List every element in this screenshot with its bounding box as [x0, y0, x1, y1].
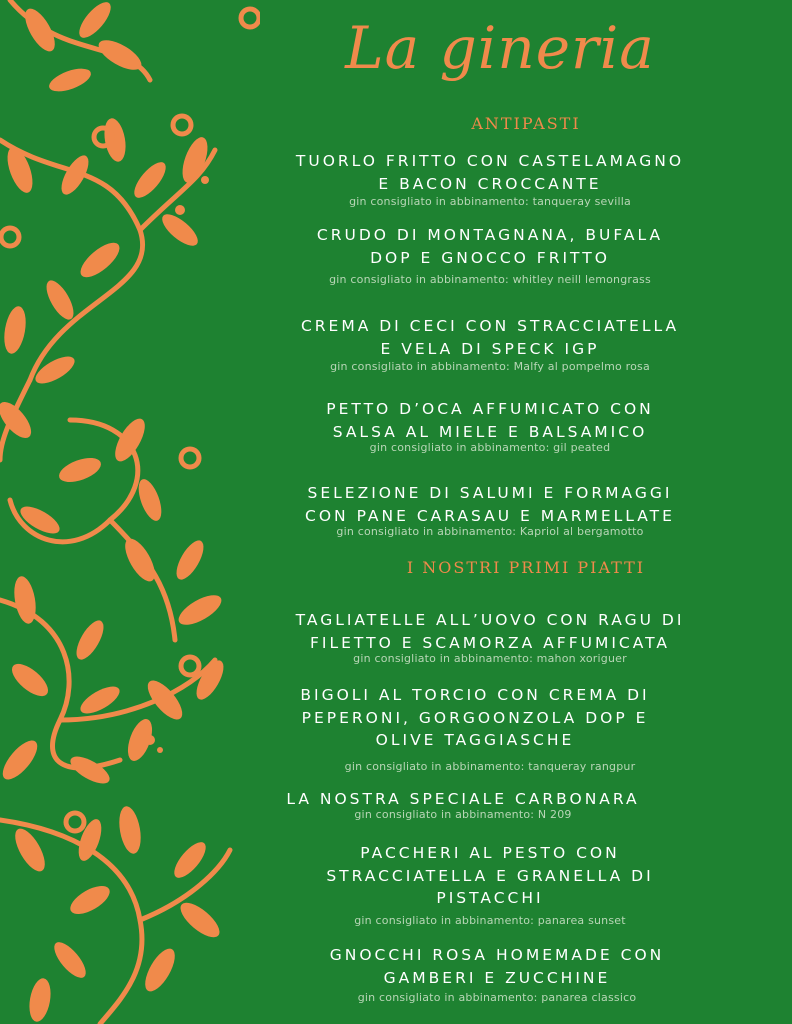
gin-pairing: gin consigliato in abbinamento: Malfy al pompelmo rosa [330, 360, 650, 373]
section-heading-primi: I NOSTRI PRIMI PIATTI [406, 558, 646, 577]
dish-name: PETTO D’OCA AFFUMICATO CON SALSA AL MIELE E BALSAMICO [326, 400, 654, 441]
dish-name: TAGLIATELLE ALL’UOVO CON RAGU DI FILETTO E SCAMORZA AFFUMICATA [295, 611, 685, 652]
dish-name: LA NOSTRA SPECIALE CARBONARA [286, 790, 640, 808]
gin-pairing: gin consigliato in abbinamento: gil peated [369, 441, 611, 454]
gin-pairing: gin consigliato in abbinamento: mahon xoriguer [353, 652, 627, 665]
gin-pairing: gin consigliato in abbinamento: Kapriol al bergamotto [336, 525, 644, 538]
dish-name: CRUDO DI MONTAGNANA, BUFALA DOP E GNOCCO FRITTO [316, 226, 664, 267]
dish-name: PACCHERI AL PESTO CON STRACCIATELLA E GRANELLA DI PISTACCHI [326, 844, 654, 907]
restaurant-title: La gineria [345, 14, 655, 82]
dish-name: BIGOLI AL TORCIO CON CREMA DI PEPERONI, GORGOONZOLA DOP E OLIVE TAGGIASCHE [300, 686, 650, 749]
dish-item [228, 788, 698, 822]
dish-item [262, 944, 732, 1005]
dish-name: CREMA DI CECI CON STRACCIATELLA E VELA DI SPECK IGP [300, 317, 680, 358]
gin-pairing: gin consigliato in abbinamento: tanqueray rangpur [344, 759, 636, 773]
dish-item [240, 684, 710, 774]
section-heading-antipasti: ANTIPASTI [471, 114, 581, 133]
leaf-vine-decoration [0, 0, 260, 1024]
dish-item [255, 842, 725, 928]
dish-item [255, 609, 725, 666]
dish-name: TUORLO FRITTO CON CASTELAMAGNO E BACON CROCCANTE [295, 152, 685, 193]
gin-pairing: gin consigliato in abbinamento: panarea classico [357, 991, 637, 1004]
dish-item [255, 315, 725, 374]
gin-pairing: gin consigliato in abbinamento: panarea sunset [354, 913, 626, 927]
dish-item [255, 224, 725, 287]
gin-pairing: gin consigliato in abbinamento: tanqueray sevilla [349, 195, 631, 208]
dish-item [255, 150, 725, 209]
dish-name: SELEZIONE DI SALUMI E FORMAGGI CON PANE CARASAU E MARMELLATE [305, 484, 675, 525]
dish-item [255, 482, 725, 539]
dish-name: GNOCCHI ROSA HOMEMADE CON GAMBERI E ZUCCHINE [329, 946, 665, 987]
gin-pairing: gin consigliato in abbinamento: whitley neill lemongrass [329, 273, 651, 286]
gin-pairing: gin consigliato in abbinamento: N 209 [354, 807, 572, 821]
dish-item [255, 398, 725, 455]
